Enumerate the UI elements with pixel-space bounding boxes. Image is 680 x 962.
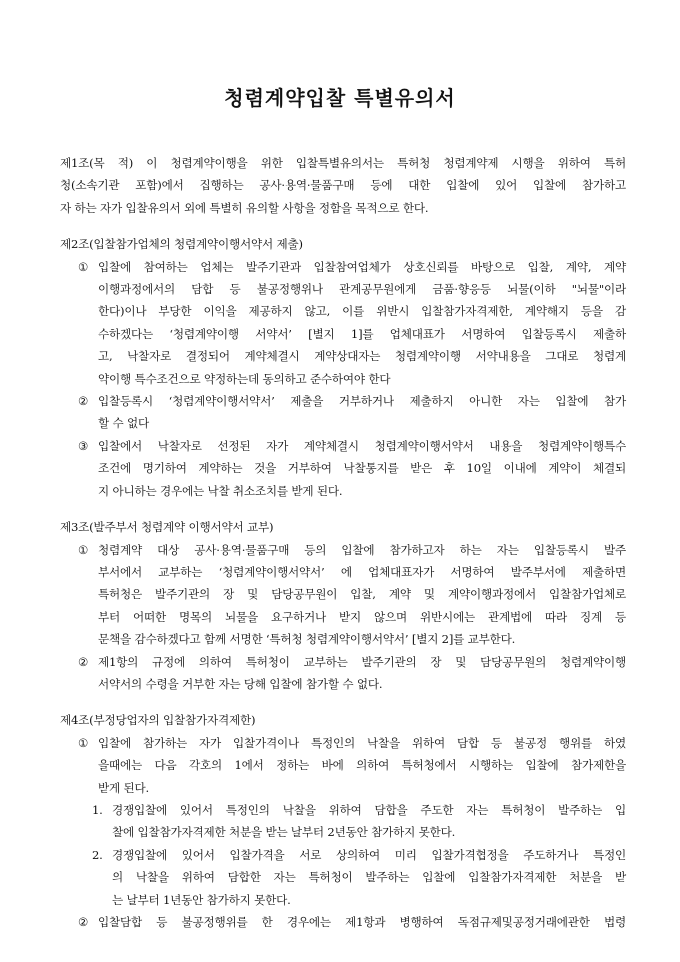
subclause-line: 의 낙찰을 위하여 담합한 자는 특허청이 발주하는 입찰에 입찰참가자격제한 처분을 받 [112, 870, 626, 885]
clause-line: 입찰에 참가하는 자가 입찰가격이나 특정인의 낙찰을 위하여 담합 등 불공정 행위를 하였 [98, 735, 626, 750]
subclause-line: 찰에 입찰참가자격제한 처분을 받는 날부터 2년동안 참가하지 못한다. [112, 825, 456, 840]
subclause-marker: 1. [92, 802, 103, 817]
article-3-clause-1 [60, 539, 626, 651]
clause-line: 한다)이나 부당한 이익을 제공하지 않고, 이를 위반시 입찰참가자격제한, 계약해지 등을 감 [98, 304, 626, 319]
subclause-marker: 2. [92, 847, 103, 862]
article-2-clause-2 [60, 390, 626, 435]
clause-marker: ① [78, 542, 89, 557]
clause-marker: ① [78, 259, 89, 274]
clause-line: 약이행 특수조건으로 약정하는데 동의하고 준수하여야 한다 [98, 371, 391, 386]
clause-line: 입찰에서 낙찰자로 선정된 자가 계약체결시 청렴계약이행서약서 내용을 청렴계약이행특수 [98, 438, 626, 453]
article-1-line: 청(소속기관 포함)에서 집행하는 공사·용역·물품구매 등에 대한 입찰에 있어 입찰에 참가하고 [60, 178, 626, 193]
article-1 [60, 152, 626, 219]
clause-line: 조건에 명기하여 계약하는 것을 거부하여 낙찰통지를 받은 후 10일 이내에 계약이 체결되 [98, 461, 626, 476]
clause-line: 서약서의 수령을 거부한 자는 당해 입찰에 참가할 수 없다. [98, 676, 383, 691]
clause-line: 제1항의 규정에 의하여 특허청이 교부하는 발주기관의 장 및 담당공무원의 청렴계약이행 [98, 654, 626, 669]
clause-line: 부터 어떠한 명목의 뇌물을 요구하거나 받지 않으며 위반시에는 관계법에 따라 징계 등 [98, 609, 626, 624]
article-2-heading: 제2조(입찰참가업체의 청렴계약이행서약서 제출) [60, 237, 303, 252]
article-4-clause-2 [60, 911, 626, 933]
clause-line: 지 아니하는 경우에는 낙찰 취소조치를 받게 된다. [98, 483, 343, 498]
clause-line: 입찰등록시 ‘청렴계약이행서약서’ 제출을 거부하거나 제출하지 아니한 자는 입찰에 참가 [98, 394, 626, 409]
clause-line: 청렴계약 대상 공사·용역·물품구매 등의 입찰에 참가하고자 하는 자는 입찰등록시 발주 [98, 542, 626, 557]
clause-line: 받게 된다. [98, 780, 149, 795]
clause-line: 입찰에 참여하는 업체는 발주기관과 입찰참여업체가 상호신뢰를 바탕으로 입찰, 계약, 계약 [98, 259, 626, 274]
article-2 [60, 233, 626, 502]
clause-line: 이행과정에서의 담합 등 불공정행위나 관계공무원에게 금품·향응등 뇌물(이하 "뇌물"이라 [98, 282, 626, 297]
clause-line: 입찰담합 등 불공정행위를 한 경우에는 제1항과 병행하여 독점규제및공정거래에관한 법령 [98, 915, 626, 929]
clause-line: 부서에서 교부하는 ‘청렴계약이행서약서’ 에 업체대표자가 서명하여 발주부서에 제출하면 [98, 564, 626, 579]
clause-marker: ② [78, 654, 89, 669]
clause-line: 문책을 감수하겠다고 함께 서명한 ‘특허청 청렴계약이행서약서’ [별지 2]를 교부한다. [98, 632, 516, 647]
article-1-line: 제1조(목 적) 이 청렴계약이행을 위한 입찰특별유의서는 특허청 청렴계약제 시행을 위하여 특허 [60, 156, 626, 170]
subclause-line: 경쟁입찰에 있어서 특정인의 낙찰을 위하여 담합을 주도한 자는 특허청이 발주하는 입 [112, 802, 626, 817]
article-4-subclause-1 [60, 799, 626, 844]
article-4-clause-1 [60, 732, 626, 799]
article-3-clause-2 [60, 651, 626, 696]
article-3 [60, 516, 626, 695]
clause-marker: ② [78, 394, 89, 409]
clause-line: 수하겠다는 ‘청렴계약이행 서약서’ [별지 1]를 업체대표가 서명하여 입찰등록시 제출하 [98, 326, 626, 341]
document-title: 청렴계약입찰 특별유의서 [224, 86, 456, 110]
subclause-line: 경쟁입찰에 있어서 입찰가격을 서로 상의하여 미리 입찰가격협정을 주도하거나 특정인 [112, 847, 626, 862]
clause-line: 을때에는 다음 각호의 1에서 정하는 바에 의하여 특허청에서 시행하는 입찰에 참가제한을 [98, 758, 626, 773]
article-4-subclause-2 [60, 844, 626, 911]
subclause-line: 는 날부터 1년동안 참가하지 못한다. [112, 892, 291, 907]
clause-marker: ① [78, 735, 89, 750]
article-2-clause-1 [60, 256, 626, 390]
document-body [60, 152, 626, 933]
clause-line: 할 수 없다 [98, 416, 149, 431]
clause-line: 고, 낙찰자로 결정되어 계약체결시 계약상대자는 청렴계약이행 서약내용을 그대로 청렴계 [98, 349, 626, 364]
clause-marker: ② [78, 915, 89, 929]
clause-line: 특허청은 발주기관의 장 및 담당공무원이 입찰, 계약 및 계약이행과정에서 입찰참가업체로 [98, 587, 626, 602]
article-3-heading: 제3조(발주부서 청렴계약 이행서약서 교부) [60, 520, 274, 535]
article-2-clause-3 [60, 435, 626, 502]
article-4-heading: 제4조(부정당업자의 입찰참가자격제한) [60, 713, 256, 728]
article-1-line: 자 하는 자가 입찰유의서 외에 특별히 유의할 사항을 정함을 목적으로 한다. [60, 200, 429, 215]
article-4 [60, 709, 626, 933]
clause-marker: ③ [78, 438, 89, 453]
